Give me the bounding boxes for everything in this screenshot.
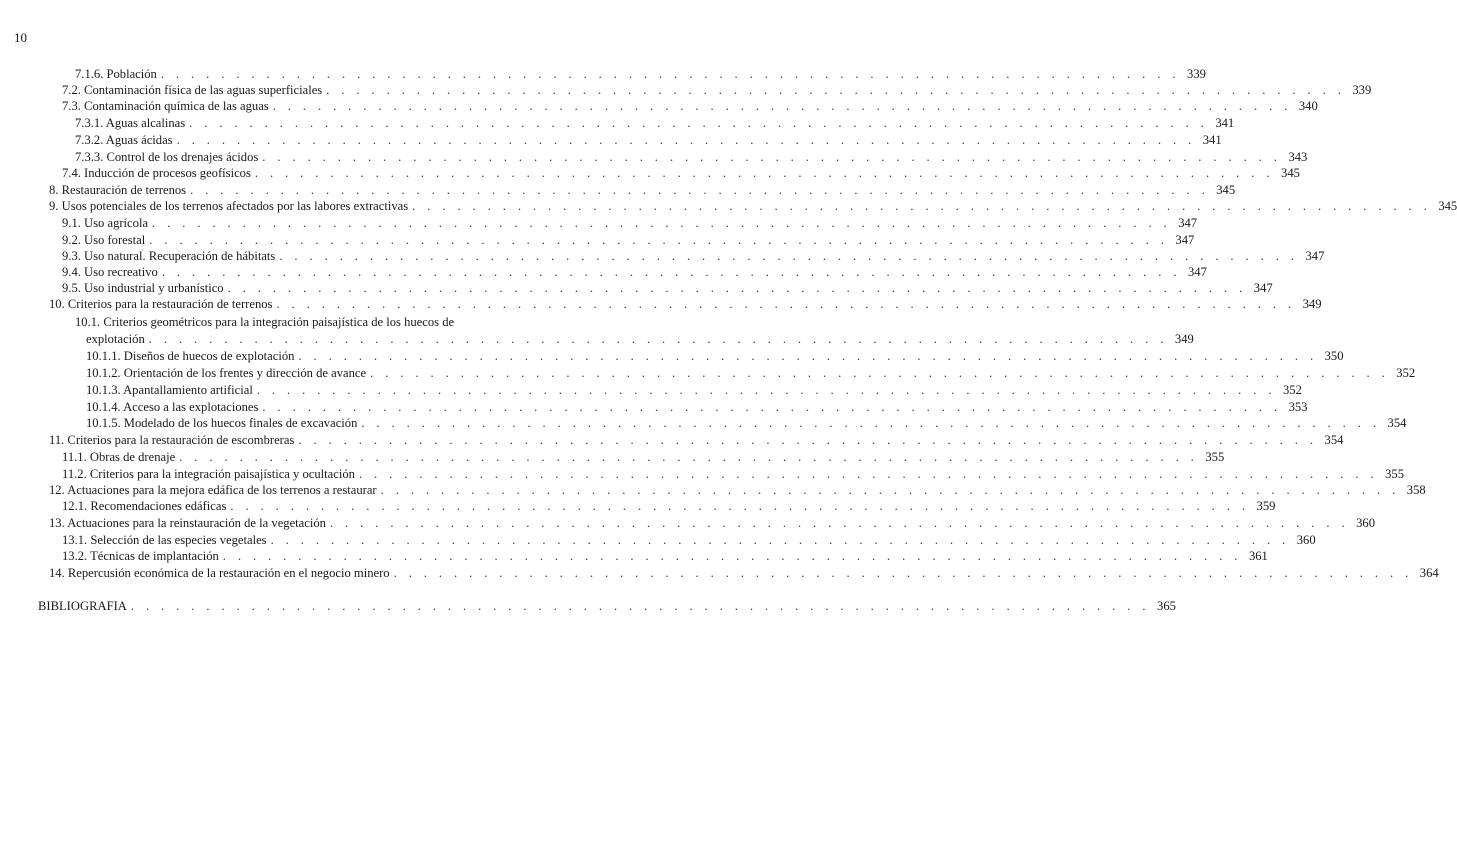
toc-entry-page: 359 <box>1256 499 1276 513</box>
toc-entry-page: 341 <box>1215 116 1235 130</box>
dot-leader: . . . . . . . . . . . . . . . . . . . . . . . . . . . . . . . . . . . . . . . . . . . . . . . . . . . . . . . . . . . . . . . . . . . . <box>380 483 1400 497</box>
toc-entry-7-1-6 <box>75 67 1206 82</box>
toc-entry-page: 358 <box>1406 483 1426 497</box>
toc-entry-9-2 <box>62 233 1195 248</box>
toc-entry-label: 13. Actuaciones para la reinstauración de la vegetación <box>49 516 326 530</box>
dot-leader: . . . . . . . . . . . . . . . . . . . . . . . . . . . . . . . . . . . . . . . . . . . . . . . . . . . . . . . . . . . . . . . . . . . . <box>393 566 1413 580</box>
toc-entry-page: 364 <box>1419 566 1439 580</box>
toc-entry-label: 11. Criterios para la restauración de escombreras <box>49 433 295 447</box>
toc-entry-page: 347 <box>1175 233 1195 247</box>
toc-entry-page: 347 <box>1187 265 1207 279</box>
toc-entry-12-1 <box>62 499 1276 514</box>
dot-leader: . . . . . . . . . . . . . . . . . . . . . . . . . . . . . . . . . . . . . . . . . . . . . . . . . . . . . . . . . . . . . . . . . . . . <box>227 281 1247 295</box>
toc-entry-label: 7.2. Contaminación física de las aguas superficiales <box>62 83 323 97</box>
dot-leader: . . . . . . . . . . . . . . . . . . . . . . . . . . . . . . . . . . . . . . . . . . . . . . . . . . . . . . . . . . . . . . . . . . . . <box>298 433 1318 447</box>
toc-entry-page: 365 <box>1157 599 1176 613</box>
toc-entry-page: 347 <box>1178 216 1198 230</box>
dot-leader: . . . . . . . . . . . . . . . . . . . . . . . . . . . . . . . . . . . . . . . . . . . . . . . . . . . . . . . . . . . . . . . . . . . . <box>370 366 1390 380</box>
toc-entry-14 <box>49 566 1439 581</box>
toc-entry-page: 340 <box>1298 99 1318 113</box>
toc-entry-11-2 <box>62 467 1404 482</box>
toc-entry-7-3 <box>62 99 1318 114</box>
toc-entry-label: 13.2. Técnicas de implantación <box>62 549 219 563</box>
toc-entry-label: 8. Restauración de terrenos <box>49 183 187 197</box>
toc-entry-8 <box>49 183 1236 198</box>
toc-entry-7-3-2 <box>75 133 1222 148</box>
toc-entry-9-3 <box>62 249 1325 264</box>
toc-entry-7-4 <box>62 166 1300 181</box>
toc-entry-9 <box>49 199 1457 214</box>
toc-entry-label: 9.2. Uso forestal <box>62 233 146 247</box>
toc-entry-label: 7.3.1. Aguas alcalinas <box>75 116 186 130</box>
toc-entry-page: 352 <box>1282 383 1302 397</box>
toc-entry-label: 12.1. Recomendaciones edáficas <box>62 499 227 513</box>
toc-entry-page: 339 <box>1352 83 1372 97</box>
dot-leader: . . . . . . . . . . . . . . . . . . . . . . . . . . . . . . . . . . . . . . . . . . . . . . . . . . . . . . . . . . . . . . . . . . . . <box>262 400 1282 414</box>
toc-entry-page: 343 <box>1288 150 1308 164</box>
toc-entry-page: 349 <box>1174 332 1194 346</box>
toc-entry-bibliografia <box>38 599 1176 614</box>
toc-entry-page: 355 <box>1205 450 1225 464</box>
toc-entry-label: 9.5. Uso industrial y urbanístico <box>62 281 224 295</box>
dot-leader: . . . . . . . . . . . . . . . . . . . . . . . . . . . . . . . . . . . . . . . . . . . . . . . . . . . . . . . . . . . . . . . . . . . . <box>262 150 1282 164</box>
dot-leader: . . . . . . . . . . . . . . . . . . . . . . . . . . . . . . . . . . . . . . . . . . . . . . . . . . . . . . . . . . . . . . . . . . . . <box>298 349 1318 363</box>
toc-entry-label: 9.4. Uso recreativo <box>62 265 158 279</box>
toc-entry-page: 350 <box>1324 349 1344 363</box>
dot-leader: . . . . . . . . . . . . . . . . . . . . . . . . . . . . . . . . . . . . . . . . . . . . . . . . . . . . . . . . . . . . . . . . . . . . <box>326 83 1346 97</box>
toc-entry-label: 10. Criterios para la restauración de terrenos <box>49 297 273 311</box>
toc-entry-label: 14. Repercusión económica de la restauración en el negocio minero <box>49 566 390 580</box>
toc-entry-page: 347 <box>1253 281 1273 295</box>
toc-entry-10-1-1 <box>86 349 1344 364</box>
dot-leader: . . . . . . . . . . . . . . . . . . . . . . . . . . . . . . . . . . . . . . . . . . . . . . . . . . . . . . . . . . . . . . . . . . . . <box>279 249 1299 263</box>
toc-entry-label: 9.3. Uso natural. Recuperación de hábitats <box>62 249 276 263</box>
toc-entry-page: 360 <box>1356 516 1375 530</box>
dot-leader: . . . . . . . . . . . . . . . . . . . . . . . . . . . . . . . . . . . . . . . . . . . . . . . . . . . . . . . . . . . . . . . . . . . . <box>161 265 1181 279</box>
dot-leader: . . . . . . . . . . . . . . . . . . . . . . . . . . . . . . . . . . . . . . . . . . . . . . . . . . . . . . . . . . . . . . . . . . . . <box>272 99 1292 113</box>
toc-entry-7-3-3 <box>75 150 1308 165</box>
dot-leader: . . . . . . . . . . . . . . . . . . . . . . . . . . . . . . . . . . . . . . . . . . . . . . . . . . . . . . . . . . . . . . . . . . . . <box>230 499 1250 513</box>
dot-leader: . . . . . . . . . . . . . . . . . . . . . . . . . . . . . . . . . . . . . . . . . . . . . . . . . . . . . . . . . . . . . . . . . . . . <box>176 133 1196 147</box>
toc-entry-label: 7.3. Contaminación química de las aguas <box>62 99 269 113</box>
dot-leader: . . . . . . . . . . . . . . . . . . . . . . . . . . . . . . . . . . . . . . . . . . . . . . . . . . . . . . . . . . . . . . . . . . . . <box>149 233 1169 247</box>
toc-entry-label: 9.1. Uso agrícola <box>62 216 149 230</box>
toc-entry-7-2 <box>62 83 1372 98</box>
dot-leader: . . . . . . . . . . . . . . . . . . . . . . . . . . . . . . . . . . . . . . . . . . . . . . . . . . . . . . . . . . . . . . . . . . . . <box>358 467 1378 481</box>
dot-leader: . . . . . . . . . . . . . . . . . . . . . . . . . . . . . . . . . . . . . . . . . . . . . . . . . . . . . . . . . . . . . . . . . . . . <box>189 116 1209 130</box>
dot-leader: . . . . . . . . . . . . . . . . . . . . . . . . . . . . . . . . . . . . . . . . . . . . . . . . . . . . . . . . . . . . . . . . . . . . <box>256 383 1276 397</box>
toc-entry-label: 10.1.1. Diseños de huecos de explotación <box>86 349 295 363</box>
toc-entry-10-1 <box>75 315 577 330</box>
dot-leader: . . . . . . . . . . . . . . . . . . . . . . . . . . . . . . . . . . . . . . . . . . . . . . . . . . . . . . . . . . . . . . . . . . . . <box>276 297 1296 311</box>
toc-entry-label: 7.1.6. Población <box>75 67 157 81</box>
toc-entry-page: 341 <box>1202 133 1222 147</box>
toc-entry-page: 345 <box>1438 199 1457 213</box>
toc-entry-page: 354 <box>1387 416 1407 430</box>
toc-entry-page: 339 <box>1187 67 1206 81</box>
toc-entry-page: 354 <box>1324 433 1344 447</box>
dot-leader: . . . . . . . . . . . . . . . . . . . . . . . . . . . . . . . . . . . . . . . . . . . . . . . . . . . . . . . . . . . . . . . . . . . . <box>361 416 1381 430</box>
toc-entry-13 <box>49 516 1375 531</box>
toc-entry-10 <box>49 297 1322 312</box>
dot-leader: . . . . . . . . . . . . . . . . . . . . . . . . . . . . . . . . . . . . . . . . . . . . . . . . . . . . . . . . . . . . . . . . . . . . <box>130 599 1150 613</box>
toc-entry-label: 7.3.2. Aguas ácidas <box>75 133 173 147</box>
toc-entry-label: 10.1.2. Orientación de los frentes y dirección de avance <box>86 366 367 380</box>
toc-entry-11 <box>49 433 1344 448</box>
toc-entry-page: 345 <box>1281 166 1300 180</box>
toc-entry-13-2 <box>62 549 1268 564</box>
toc-entry-label: 9. Usos potenciales de los terrenos afectados por las labores extractivas <box>49 199 409 213</box>
toc-entry-label: 7.3.3. Control de los drenajes ácidos <box>75 150 259 164</box>
dot-leader: . . . . . . . . . . . . . . . . . . . . . . . . . . . . . . . . . . . . . . . . . . . . . . . . . . . . . . . . . . . . . . . . . . . . <box>190 183 1210 197</box>
toc-entry-page: 355 <box>1385 467 1404 481</box>
dot-leader: . . . . . . . . . . . . . . . . . . . . . . . . . . . . . . . . . . . . . . . . . . . . . . . . . . . . . . . . . . . . . . . . . . . . <box>329 516 1349 530</box>
toc-entry-label: 11.2. Criterios para la integración paisajística y ocultación <box>62 467 355 481</box>
toc-entry-9-4 <box>62 265 1207 280</box>
toc-entry-label: 11.1. Obras de drenaje <box>62 450 176 464</box>
toc-entry-label: 10.1. Criterios geométricos para la integración paisajística de los huecos de <box>75 315 455 329</box>
toc-entry-10-1-cont <box>86 332 1194 347</box>
dot-leader: . . . . . . . . . . . . . . . . . . . . . . . . . . . . . . . . . . . . . . . . . . . . . . . . . . . . . . . . . . . . . . . . . . . . <box>222 549 1242 563</box>
dot-leader: . . . . . . . . . . . . . . . . . . . . . . . . . . . . . . . . . . . . . . . . . . . . . . . . . . . . . . . . . . . . . . . . . . . . <box>254 166 1274 180</box>
dot-leader: . . . . . . . . . . . . . . . . . . . . . . . . . . . . . . . . . . . . . . . . . . . . . . . . . . . . . . . . . . . . . . . . . . . . <box>160 67 1180 81</box>
toc-entry-label: 10.1.4. Acceso a las explotaciones <box>86 400 259 414</box>
dot-leader: . . . . . . . . . . . . . . . . . . . . . . . . . . . . . . . . . . . . . . . . . . . . . . . . . . . . . . . . . . . . . . . . . . . . <box>179 450 1199 464</box>
toc-entry-label: 10.1.5. Modelado de los huecos finales de excavación <box>86 416 358 430</box>
toc-entry-label: explotación <box>86 332 145 346</box>
toc-entry-label: 13.1. Selección de las especies vegetales <box>62 533 267 547</box>
dot-leader: . . . . . . . . . . . . . . . . . . . . . . . . . . . . . . . . . . . . . . . . . . . . . . . . . . . . . . . . . . . . . . . . . . . . <box>412 199 1432 213</box>
dot-leader: . . . . . . . . . . . . . . . . . . . . . . . . . . . . . . . . . . . . . . . . . . . . . . . . . . . . . . . . . . . . . . . . . . . . <box>152 216 1172 230</box>
dot-leader: . . . . . . . . . . . . . . . . . . . . . . . . . . . . . . . . . . . . . . . . . . . . . . . . . . . . . . . . . . . . . . . . . . . . <box>270 533 1290 547</box>
page-number: 10 <box>14 30 27 45</box>
toc-entry-10-1-2 <box>86 366 1416 381</box>
toc-entry-page: 361 <box>1248 549 1268 563</box>
toc-entry-11-1 <box>62 450 1225 465</box>
toc-entry-9-1 <box>62 216 1198 231</box>
toc-entry-12 <box>49 483 1426 498</box>
toc-entry-7-3-1 <box>75 116 1235 131</box>
toc-entry-10-1-5 <box>86 416 1407 431</box>
toc-entry-9-5 <box>62 281 1273 296</box>
toc-entry-page: 352 <box>1396 366 1416 380</box>
toc-entry-page: 360 <box>1296 533 1316 547</box>
toc-entry-page: 345 <box>1216 183 1236 197</box>
toc-entry-page: 349 <box>1302 297 1322 311</box>
toc-entry-label: 7.4. Inducción de procesos geofísicos <box>62 166 251 180</box>
toc-entry-label: 12. Actuaciones para la mejora edáfica de los terrenos a restaurar <box>49 483 377 497</box>
toc-entry-10-1-3 <box>86 383 1302 398</box>
toc-entry-13-1 <box>62 533 1316 548</box>
dot-leader: . . . . . . . . . . . . . . . . . . . . . . . . . . . . . . . . . . . . . . . . . . . . . . . . . . . . . . . . . . . . . . . . . . . . <box>148 332 1168 346</box>
toc-entry-label: 10.1.3. Apantallamiento artificial <box>86 383 253 397</box>
toc-entry-10-1-4 <box>86 400 1308 415</box>
toc-entry-page: 347 <box>1305 249 1325 263</box>
toc-entry-page: 353 <box>1288 400 1308 414</box>
toc-entry-label: BIBLIOGRAFIA <box>38 599 127 613</box>
